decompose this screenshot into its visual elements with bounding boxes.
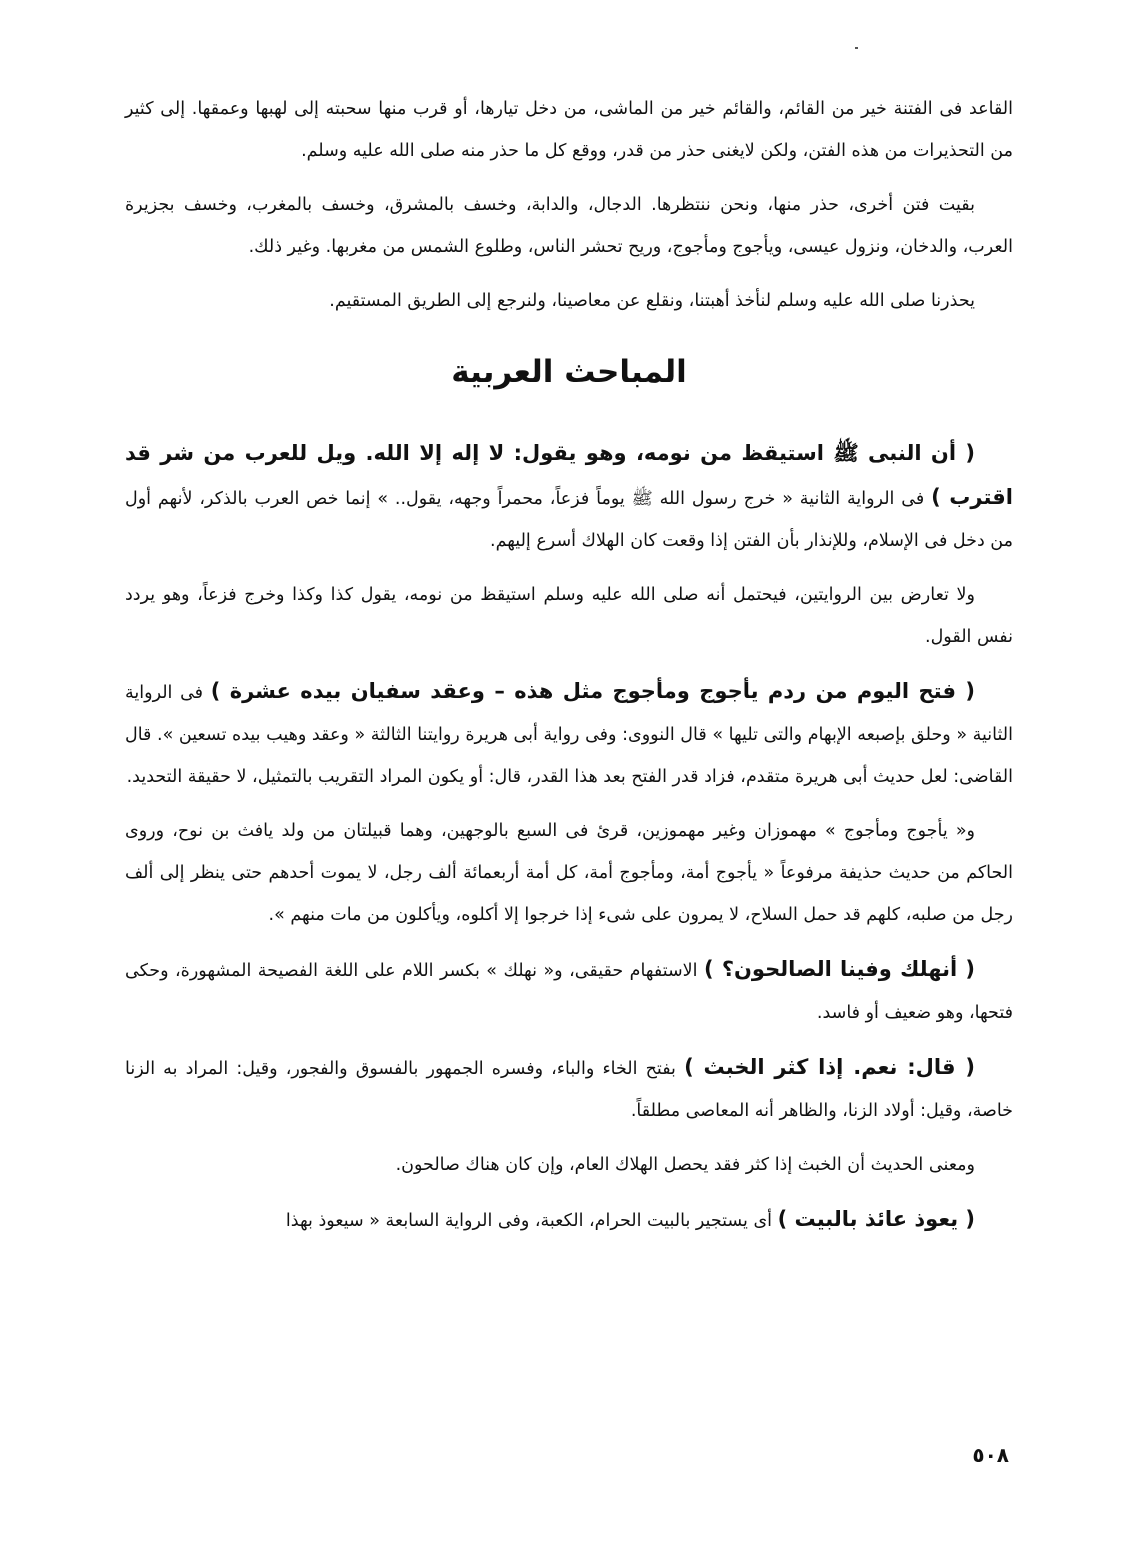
section-paragraph <box>125 432 1013 562</box>
document-page <box>125 88 1013 1254</box>
section-paragraph <box>125 1198 1013 1242</box>
section-paragraph <box>125 1046 1013 1132</box>
quoted-hadith-lead: ( أن النبى ﷺ استيقظ من نومه، وهو يقول: لا إله إلا الله. ويل للعرب من شر قد اقترب ) <box>125 441 1013 509</box>
commentary-text: أى يستجير بالبيت الحرام، الكعبة، وفى الرواية السابعة « سيعوذ بهذا <box>285 1211 778 1231</box>
quoted-hadith-lead: ( يعوذ عائذ بالبيت ) <box>777 1207 975 1231</box>
commentary-text: بفتح الخاء والباء، وفسره الجمهور بالفسوق والفجور، وقيل: المراد به الزنا خاصة، وقيل: أولاد الزنا، والظاهر أنه المعاصى مطلقاً. <box>125 1059 1013 1121</box>
section-paragraph <box>125 670 1013 798</box>
scan-mark <box>855 47 858 49</box>
commentary-text: فى الرواية الثانية « وحلق بإصبعه الإبهام والتى تليها » قال النووى: وفى رواية أبى هريرة روايتنا الثالثة « وعقد وهيب بيده تسعين ». قال القاضى: لعل حديث أبى هريرة متقدم، فزاد قدر الفتح بعد هذا القدر، قال: أو يكون المراد التقريب بالتمثيل، لا حقيقة التحديد. <box>125 683 1013 787</box>
commentary-text: فى الرواية الثانية « خرج رسول الله ﷺ يوماً فزعاً، محمراً وجهه، يقول.. » إنما خص العرب بالذكر، لأنهم أول من دخل فى الإسلام، وللإنذار بأن الفتن إذا وقعت كان الهلاك أسرع إليهم. <box>125 489 1013 551</box>
section-title: المباحث العربية <box>451 354 687 390</box>
quoted-hadith-lead: ( أنهلك وفينا الصالحون؟ ) <box>704 957 975 981</box>
commentary-text: ولا تعارض بين الروايتين، فيحتمل أنه صلى الله عليه وسلم استيقظ من نومه، يقول كذا وكذا وخرج فزعاً، وهو يردد نفس القول. <box>125 585 1013 647</box>
quoted-hadith-lead: ( فتح اليوم من ردم يأجوج ومأجوج مثل هذه – وعقد سفيان بيده عشرة ) <box>210 679 975 703</box>
commentary-text: الاستفهام حقيقى، و« نهلك » بكسر اللام على اللغة الفصيحة المشهورة، وحكى فتحها، وهو ضعيف أو فاسد. <box>125 961 1013 1023</box>
page-number: ٥٠٨ <box>972 1443 1009 1467</box>
intro-paragraph-3: يحذرنا صلى الله عليه وسلم لنأخذ أهبتنا، ونقلع عن معاصينا، ولنرجع إلى الطريق المستقيم. <box>329 291 975 311</box>
commentary-text: ومعنى الحديث أن الخبث إذا كثر فقد يحصل الهلاك العام، وإن كان هناك صالحون. <box>395 1155 975 1175</box>
section-paragraph <box>125 574 1013 658</box>
section-paragraph <box>125 810 1013 936</box>
section-paragraph <box>125 948 1013 1034</box>
commentary-text: و« يأجوج ومأجوج » مهموزان وغير مهموزين، قرئ فى السبع بالوجهين، وهما قبيلتان من ولد يافث بن نوح، وروى الحاكم من حديث حذيفة مرفوعاً « يأجوج أمة، ومأجوج أمة، كل أمة أربعمائة ألف رجل، لا يموت أحدهم حتى ينظر إلى ألف رجل من صلبه، كلهم قد حمل السلاح، لا يمرون على شىء إذا خرجوا إلا أكلوه، ويأكلون من مات منهم ». <box>125 821 1013 925</box>
intro-paragraph-2: بقيت فتن أخرى، حذر منها، ونحن ننتظرها. الدجال، والدابة، وخسف بالمشرق، وخسف بالمغرب، وخسف بجزيرة العرب، والدخان، ونزول عيسى، ويأجوج ومأجوج، وريح تحشر الناس، وطلوع الشمس من مغربها. وغير ذلك. <box>125 195 1013 257</box>
quoted-hadith-lead: ( قال: نعم. إذا كثر الخبث ) <box>684 1055 976 1079</box>
section-paragraph <box>125 1144 1013 1186</box>
intro-paragraph-1: القاعد فى الفتنة خير من القائم، والقائم خير من الماشى، من دخل تيارها، أو قرب منها سحبته إلى لهبها وعمقها. إلى كثير من التحذيرات من هذه الفتن، ولكن لايغنى حذر من قدر، ووقع كل ما حذر منه صلى الله عليه وسلم. <box>125 99 1013 161</box>
